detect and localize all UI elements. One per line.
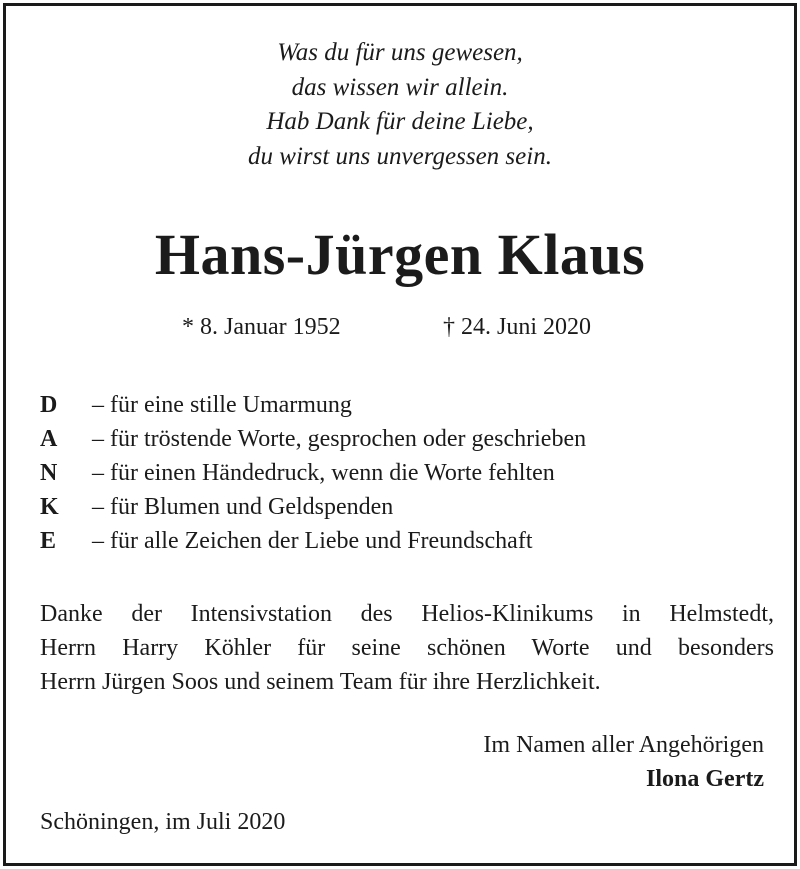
- danke-item: [40, 422, 586, 456]
- birth-date: * 8. Januar 1952: [182, 314, 341, 340]
- death-date: † 24. Juni 2020: [443, 314, 592, 340]
- poem: [6, 36, 794, 174]
- deceased-name: Hans-Jürgen Klaus: [154, 222, 646, 287]
- thanks-line: Danke der Intensivstation des Helios-Klinikums in Helmstedt,: [40, 601, 774, 627]
- danke-letter: D: [40, 392, 58, 418]
- signature-block: [483, 728, 764, 796]
- obituary-notice: [3, 3, 797, 866]
- danke-letter: N: [40, 460, 58, 486]
- danke-text: – für tröstende Worte, gesprochen oder geschrieben: [92, 426, 587, 452]
- thanks-line: Herrn Jürgen Soos und seinem Team für ihre Herzlichkeit.: [40, 669, 601, 695]
- danke-list: [40, 388, 586, 558]
- poem-line: Hab Dank für deine Liebe,: [266, 108, 534, 135]
- danke-text: – für einen Händedruck, wenn die Worte fehlten: [92, 460, 555, 486]
- thanks-line: Herrn Harry Köhler für seine schönen Worte und besonders: [40, 635, 774, 661]
- poem-line: das wissen wir allein.: [291, 73, 509, 101]
- danke-item: [40, 388, 586, 422]
- poem-line: Was du für uns gewesen,: [277, 39, 523, 66]
- danke-item: [40, 524, 586, 558]
- danke-text: – für Blumen und Geldspenden: [92, 494, 394, 520]
- danke-text: – für eine stille Umarmung: [92, 392, 352, 418]
- signature-name: Ilona Gertz: [646, 766, 764, 792]
- poem-line: du wirst uns unvergessen sein.: [248, 142, 552, 170]
- thanks-paragraph: [40, 597, 774, 699]
- danke-text: – für alle Zeichen der Liebe und Freundschaft: [92, 528, 533, 554]
- danke-item: [40, 490, 586, 524]
- danke-letter: E: [40, 528, 57, 554]
- danke-item: [40, 456, 586, 490]
- danke-letter: A: [40, 426, 58, 452]
- signature-line: Im Namen aller Angehörigen: [483, 732, 764, 758]
- place-date: Schöningen, im Juli 2020: [40, 809, 286, 835]
- danke-letter: K: [40, 494, 59, 520]
